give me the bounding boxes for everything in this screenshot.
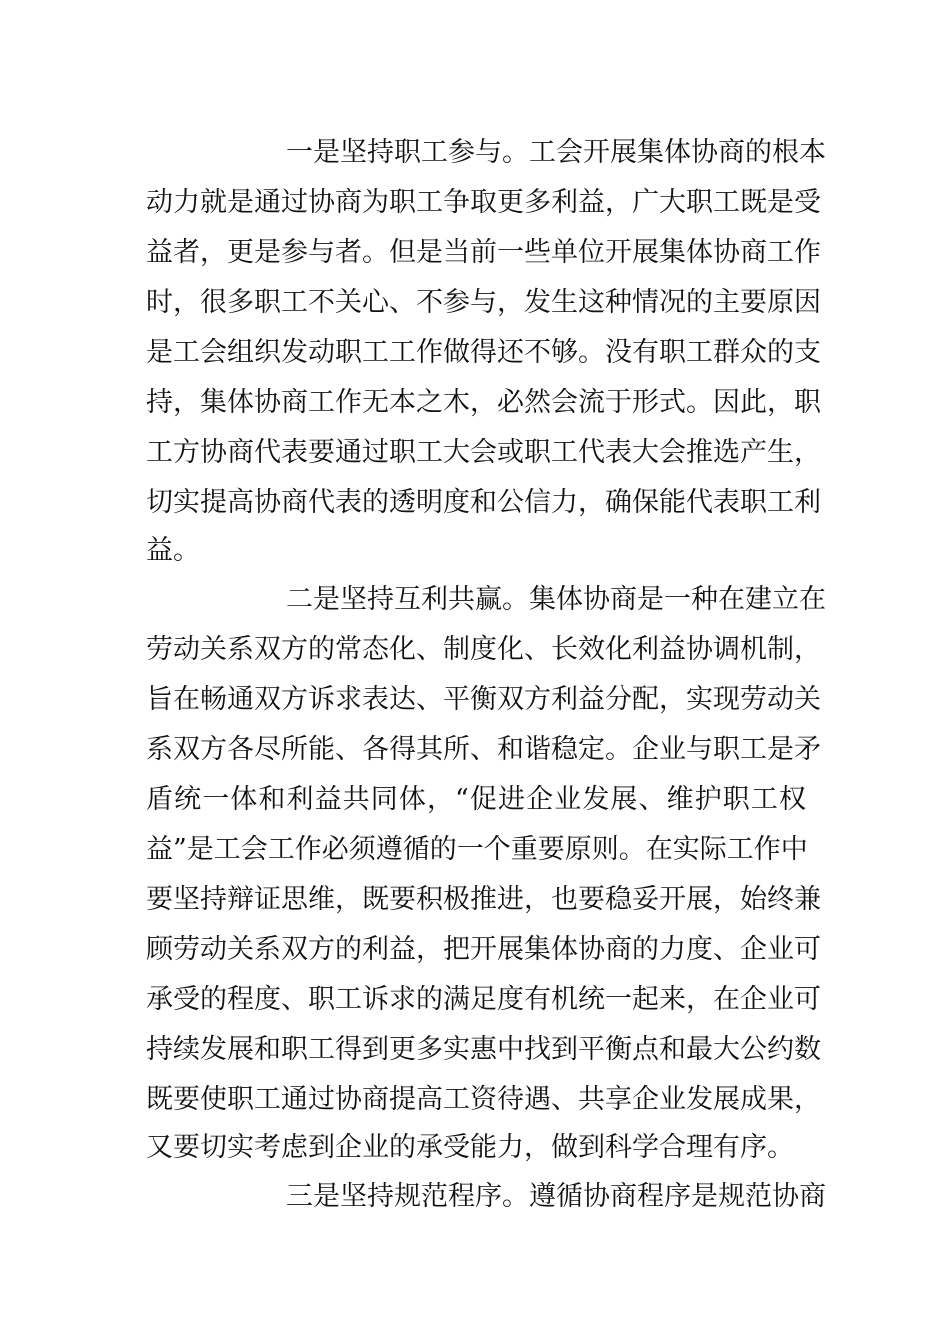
paragraph-3-line-1: 三是坚持规范程序。遵循协商程序是规范协商	[286, 1181, 826, 1212]
paragraph-2-line-3: 旨在畅通双方诉求表达、平衡双方利益分配，实现劳动关	[146, 684, 821, 715]
paragraph-1-line-7: 工方协商代表要通过职工大会或职工代表大会推选产生，	[146, 437, 821, 468]
paragraph-2-line-6: 益”是工会工作必须遵循的一个重要原则。在实际工作中	[146, 834, 808, 865]
paragraph-1-line-8: 切实提高协商代表的透明度和公信力，确保能代表职工利	[146, 487, 821, 518]
paragraph-1-line-4: 时，很多职工不关心、不参与，发生这种情况的主要原因	[146, 287, 821, 318]
paragraph-2-line-12: 又要切实考虑到企业的承受能力，做到科学合理有序。	[146, 1132, 794, 1163]
paragraph-1-line-9: 益。	[146, 535, 200, 566]
paragraph-2-line-1: 二是坚持互利共赢。集体协商是一种在建立在	[286, 584, 826, 615]
paragraph-2-line-7: 要坚持辩证思维，既要积极推进，也要稳妥开展，始终兼	[146, 884, 821, 915]
paragraph-1-line-2: 动力就是通过协商为职工争取更多利益，广大职工既是受	[146, 187, 821, 218]
paragraph-1-line-5: 是工会组织发动职工工作做得还不够。没有职工群众的支	[146, 337, 821, 368]
paragraph-1-line-1: 一是坚持职工参与。工会开展集体协商的根本	[286, 137, 826, 168]
paragraph-2-line-5: 盾统一体和利益共同体，“促进企业发展、维护职工权	[146, 784, 806, 815]
paragraph-2-line-10: 持续发展和职工得到更多实惠中找到平衡点和最大公约数	[146, 1034, 821, 1065]
paragraph-1-line-3: 益者，更是参与者。但是当前一些单位开展集体协商工作	[146, 237, 821, 268]
paragraph-2-line-8: 顾劳动关系双方的利益，把开展集体协商的力度、企业可	[146, 934, 821, 965]
paragraph-2-line-4: 系双方各尽所能、各得其所、和谐稳定。企业与职工是矛	[146, 734, 821, 765]
paragraph-2-line-2: 劳动关系双方的常态化、制度化、长效化利益协调机制，	[146, 634, 821, 665]
paragraph-1-line-6: 持，集体协商工作无本之木，必然会流于形式。因此，职	[146, 387, 821, 418]
paragraph-2-line-11: 既要使职工通过协商提高工资待遇、共享企业发展成果，	[146, 1084, 821, 1115]
paragraph-2-line-9: 承受的程度、职工诉求的满足度有机统一起来，在企业可	[146, 984, 821, 1015]
